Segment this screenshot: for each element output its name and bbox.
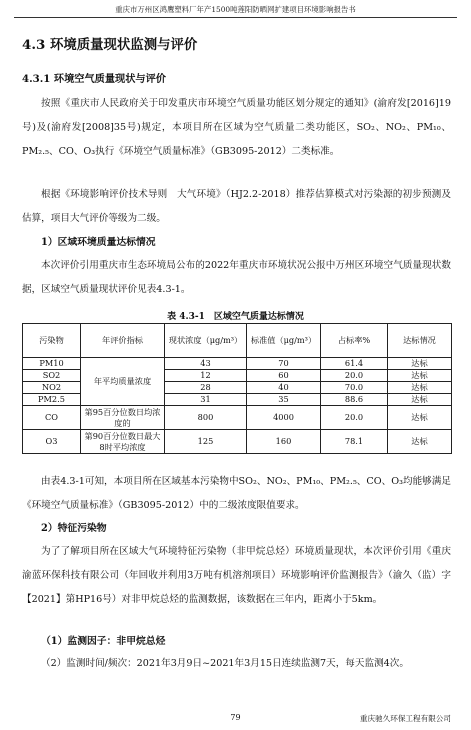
col-header-pollutant: 污染物 bbox=[23, 324, 81, 358]
col-header-index: 年评价指标 bbox=[81, 324, 165, 358]
table-caption: 表 4.3-1 区域空气质量达标情况 bbox=[167, 312, 304, 322]
cell-pollutant: NO2 bbox=[23, 382, 81, 394]
section-title: 4.3 环境质量现状监测与评价 bbox=[22, 37, 198, 53]
col-header-ratio: 占标率% bbox=[321, 324, 388, 358]
cell-standard: 35 bbox=[247, 394, 321, 406]
subsection-title: 4.3.1 环境空气质量现状与评价 bbox=[22, 73, 166, 85]
cell-pollutant: O3 bbox=[23, 430, 81, 454]
paragraph-monitoring-reference: 为了了解项目所在区域大气环境特征污染物（非甲烷总烃）环境质量现状，本次评价引用《重庆渝蓝环保科技有限公司（年回收并利用3万吨有机溶剂项目）环境影响评价监测报告》（渝久（监）字【2021】第HP16号）对非甲烷总烃的监测数据，该数据在三年内，距离小于5km。 bbox=[22, 546, 451, 606]
cell-standard: 4000 bbox=[247, 406, 321, 430]
cell-pollutant: PM10 bbox=[23, 358, 81, 370]
paragraph-table-conclusion: 由表4.3-1可知，本项目所在区域基本污染物中SO₂、NO₂、PM₁₀、PM₂.₅、CO、O₃均能够满足《环境空气质量标准》（GB3095-2012）中的二级浓度限值要求。 bbox=[22, 476, 451, 512]
heading-monitoring-factor: （1）监测因子：非甲烷总烃 bbox=[41, 636, 166, 647]
cell-standard: 40 bbox=[247, 382, 321, 394]
paragraph-zoning: 按照《重庆市人民政府关于印发重庆市环境空气质量功能区划分规定的通知》(渝府发[2016]19号)及(渝府发[2008]35号)规定，本项目所在区域为空气质量二类功能区，SO₂、NO₂、PM₁₀、PM₂.₅、CO、O₃执行《环境空气质量标准》（GB3095-2012）二类标准。 bbox=[22, 98, 451, 158]
cell-ratio: 88.6 bbox=[321, 394, 388, 406]
paragraph-assessment-level: 根据《环境影响评价技术导则 大气环境》（HJ2.2-2018）推荐估算模式对污染源的初步预测及估算，项目大气评价等级为二级。 bbox=[22, 189, 451, 225]
table-row bbox=[23, 406, 452, 430]
cell-concentration: 12 bbox=[165, 370, 247, 382]
paragraph-data-source: 本次评价引用重庆市生态环境局公布的2022年重庆市环境状况公报中万州区环境空气质量现状数据，区域空气质量现状评价见表4.3-1。 bbox=[22, 260, 451, 296]
cell-index: 第90百分位数日最大8时平均浓度 bbox=[81, 430, 165, 454]
table-header-row bbox=[23, 324, 452, 358]
footer-company: 重庆驰久环保工程有限公司 bbox=[359, 714, 451, 723]
cell-concentration: 800 bbox=[165, 406, 247, 430]
heading-characteristic-pollutants: 2）特征污染物 bbox=[41, 523, 107, 534]
cell-ratio: 61.4 bbox=[321, 358, 388, 370]
cell-ratio: 78.1 bbox=[321, 430, 388, 454]
header-divider bbox=[14, 17, 457, 18]
cell-standard: 60 bbox=[247, 370, 321, 382]
cell-pollutant: CO bbox=[23, 406, 81, 430]
heading-regional-compliance: 1）区域环境质量达标情况 bbox=[41, 237, 156, 248]
page-number: 79 bbox=[230, 713, 241, 722]
cell-status: 达标 bbox=[388, 394, 452, 406]
cell-status: 达标 bbox=[388, 370, 452, 382]
col-header-status: 达标情况 bbox=[388, 324, 452, 358]
col-header-concentration: 现状浓度（μg/m³） bbox=[165, 324, 247, 358]
air-quality-table bbox=[22, 323, 452, 454]
cell-concentration: 31 bbox=[165, 394, 247, 406]
cell-concentration: 125 bbox=[165, 430, 247, 454]
cell-status: 达标 bbox=[388, 430, 452, 454]
cell-ratio: 20.0 bbox=[321, 406, 388, 430]
col-header-standard: 标准值（μg/m³） bbox=[247, 324, 321, 358]
cell-ratio: 70.0 bbox=[321, 382, 388, 394]
cell-index-merged: 年平均质量浓度 bbox=[81, 358, 165, 406]
table-row bbox=[23, 430, 452, 454]
cell-pollutant: SO2 bbox=[23, 370, 81, 382]
cell-standard: 160 bbox=[247, 430, 321, 454]
page-header: 重庆市万州区鸿鹰塑料厂年产1500吨莲阳防晒网扩建项目环境影响报告书 bbox=[115, 5, 356, 14]
cell-standard: 70 bbox=[247, 358, 321, 370]
cell-status: 达标 bbox=[388, 382, 452, 394]
cell-status: 达标 bbox=[388, 358, 452, 370]
cell-concentration: 43 bbox=[165, 358, 247, 370]
cell-pollutant: PM2.5 bbox=[23, 394, 81, 406]
cell-ratio: 20.0 bbox=[321, 370, 388, 382]
cell-status: 达标 bbox=[388, 406, 452, 430]
cell-index: 第95百分位数日均浓度的 bbox=[81, 406, 165, 430]
cell-concentration: 28 bbox=[165, 382, 247, 394]
table-row bbox=[23, 358, 452, 370]
paragraph-monitoring-time: （2）监测时间/频次：2021年3月9日~2021年3月15日连续监测7天，每天监测4次。 bbox=[41, 658, 409, 669]
